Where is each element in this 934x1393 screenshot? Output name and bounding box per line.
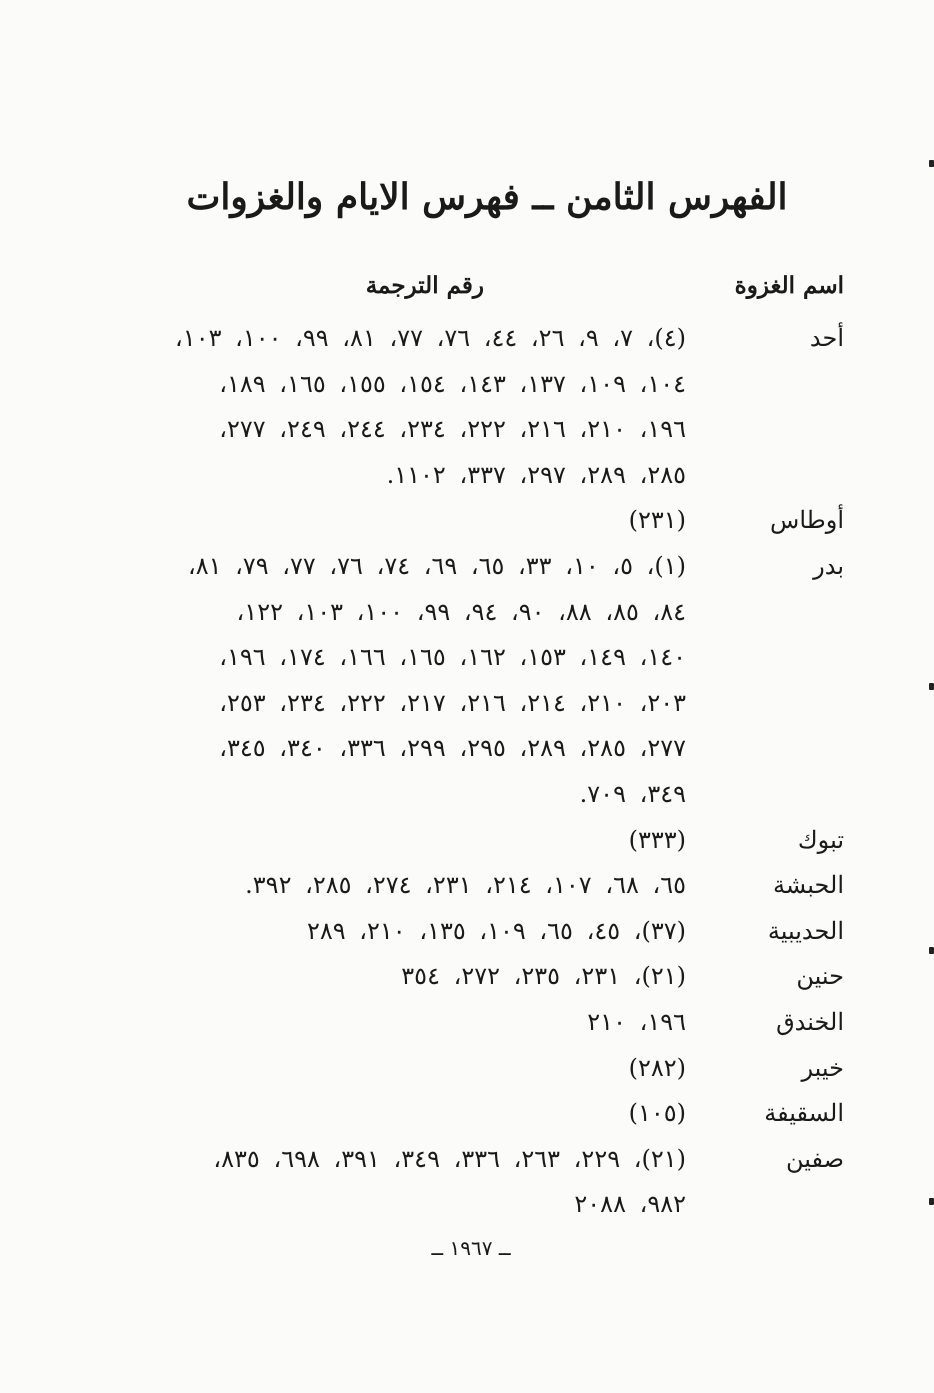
margin-mark xyxy=(929,683,934,690)
reference-line: ٨٤، ٨٥، ٨٨، ٩٠، ٩٤، ٩٩، ١٠٠، ١٠٣، ١٢٢، xyxy=(236,597,686,626)
reference-line: ٦٥، ٦٨، ١٠٧، ٢١٤، ٢٣١، ٢٧٤، ٢٨٥، ٣٩٢. xyxy=(245,871,686,900)
entry-name: حنين xyxy=(796,962,844,991)
index-entry xyxy=(80,1046,844,1092)
entry-references xyxy=(80,909,714,955)
reference-line: (١)، ٥، ١٠، ٣٣، ٦٥، ٦٩، ٧٤، ٧٦، ٧٧، ٧٩، ٨١، xyxy=(187,551,686,580)
entry-name: الخندق xyxy=(776,1007,844,1036)
index-entry xyxy=(80,863,844,909)
entry-references xyxy=(80,863,714,909)
reference-line: ١٠٤، ١٠٩، ١٣٧، ١٤٣، ١٥٤، ١٥٥، ١٦٥، ١٨٩، xyxy=(219,369,686,398)
index-entry xyxy=(80,909,844,955)
reference-line: ٢٨٥، ٢٨٩، ٢٩٧، ٣٣٧، ١١٠٢. xyxy=(386,460,686,489)
index-entry xyxy=(80,544,844,818)
index-entry xyxy=(80,316,844,498)
reference-line: ١٤٠، ١٤٩، ١٥٣، ١٦٢، ١٦٥، ١٦٦، ١٧٤، ١٩٦، xyxy=(219,643,686,672)
reference-line: (٤)، ٧، ٩، ٢٦، ٤٤، ٧٦، ٧٧، ٨١، ٩٩، ١٠٠، ١٠٣، xyxy=(175,324,686,352)
entry-references xyxy=(80,1137,714,1228)
page-number: ــ ١٩٦٧ ــ xyxy=(431,1236,511,1260)
reference-line: ٢٧٧، ٢٨٥، ٢٨٩، ٢٩٥، ٢٩٩، ٣٣٦، ٣٤٠، ٣٤٥، xyxy=(219,734,686,763)
margin-mark xyxy=(929,947,934,954)
index-entry xyxy=(80,818,844,864)
entry-name: الحديبية xyxy=(767,916,844,945)
reference-line: ٢٠٣، ٢١٠، ٢١٤، ٢١٦، ٢١٧، ٢٢٢، ٢٣٤، ٢٥٣، xyxy=(219,688,686,717)
column-headers xyxy=(60,272,844,312)
entry-references xyxy=(80,1046,714,1092)
entry-references xyxy=(80,1000,714,1046)
index-entry xyxy=(80,1000,844,1046)
reference-line: (٢١)، ٢٢٩، ٢٦٣، ٣٣٦، ٣٤٩، ٣٩١، ٦٩٨، ٨٣٥، xyxy=(213,1144,686,1173)
entry-name: السقيفة xyxy=(764,1099,844,1128)
reference-line: (١٠٥) xyxy=(628,1099,686,1128)
reference-line: (٢١)، ٢٣١، ٢٣٥، ٢٧٢، ٣٥٤ xyxy=(401,962,686,991)
index-entry xyxy=(80,498,844,544)
column-header-number: رقم الترجمة xyxy=(365,272,484,299)
reference-line: (٢٨٢) xyxy=(628,1053,686,1082)
reference-line: (٢٣١) xyxy=(628,506,686,535)
entry-name: الحبشة xyxy=(773,871,844,900)
reference-line: ١٩٦، ٢١٠ xyxy=(587,1007,686,1036)
column-header-name: اسم الغزوة xyxy=(734,272,844,299)
entry-name: خيبر xyxy=(801,1053,844,1082)
entry-name: بدر xyxy=(813,551,844,580)
reference-line: (٣٧)، ٤٥، ٦٥، ١٠٩، ١٣٥، ٢١٠، ٢٨٩ xyxy=(306,916,686,945)
entry-name: صفين xyxy=(785,1144,844,1173)
entry-name: أوطاس xyxy=(770,506,844,535)
reference-line: ١٩٦، ٢١٠، ٢١٦، ٢٢٢، ٢٣٤، ٢٤٤، ٢٤٩، ٢٧٧، xyxy=(219,415,686,444)
entry-references xyxy=(80,316,714,498)
reference-line: ٩٨٢، ٢٠٨٨ xyxy=(574,1190,686,1219)
margin-mark xyxy=(929,160,934,167)
page-title: الفهرس الثامن ــ فهرس الايام والغزوات xyxy=(186,176,788,218)
reference-line: (٣٣٣) xyxy=(628,825,686,854)
reference-line: ٣٤٩، ٧٠٩. xyxy=(579,779,686,808)
margin-mark xyxy=(929,1198,934,1205)
entry-name: تبوك xyxy=(797,825,844,854)
index-entry xyxy=(80,1137,844,1228)
entry-references xyxy=(80,818,714,864)
entry-references xyxy=(80,498,714,544)
entry-references xyxy=(80,544,714,818)
index-entry xyxy=(80,954,844,1000)
entry-name: أحد xyxy=(809,324,844,352)
index-entry xyxy=(80,1091,844,1137)
battle-index-list xyxy=(80,316,844,1228)
entry-references xyxy=(80,1091,714,1137)
entry-references xyxy=(80,954,714,1000)
